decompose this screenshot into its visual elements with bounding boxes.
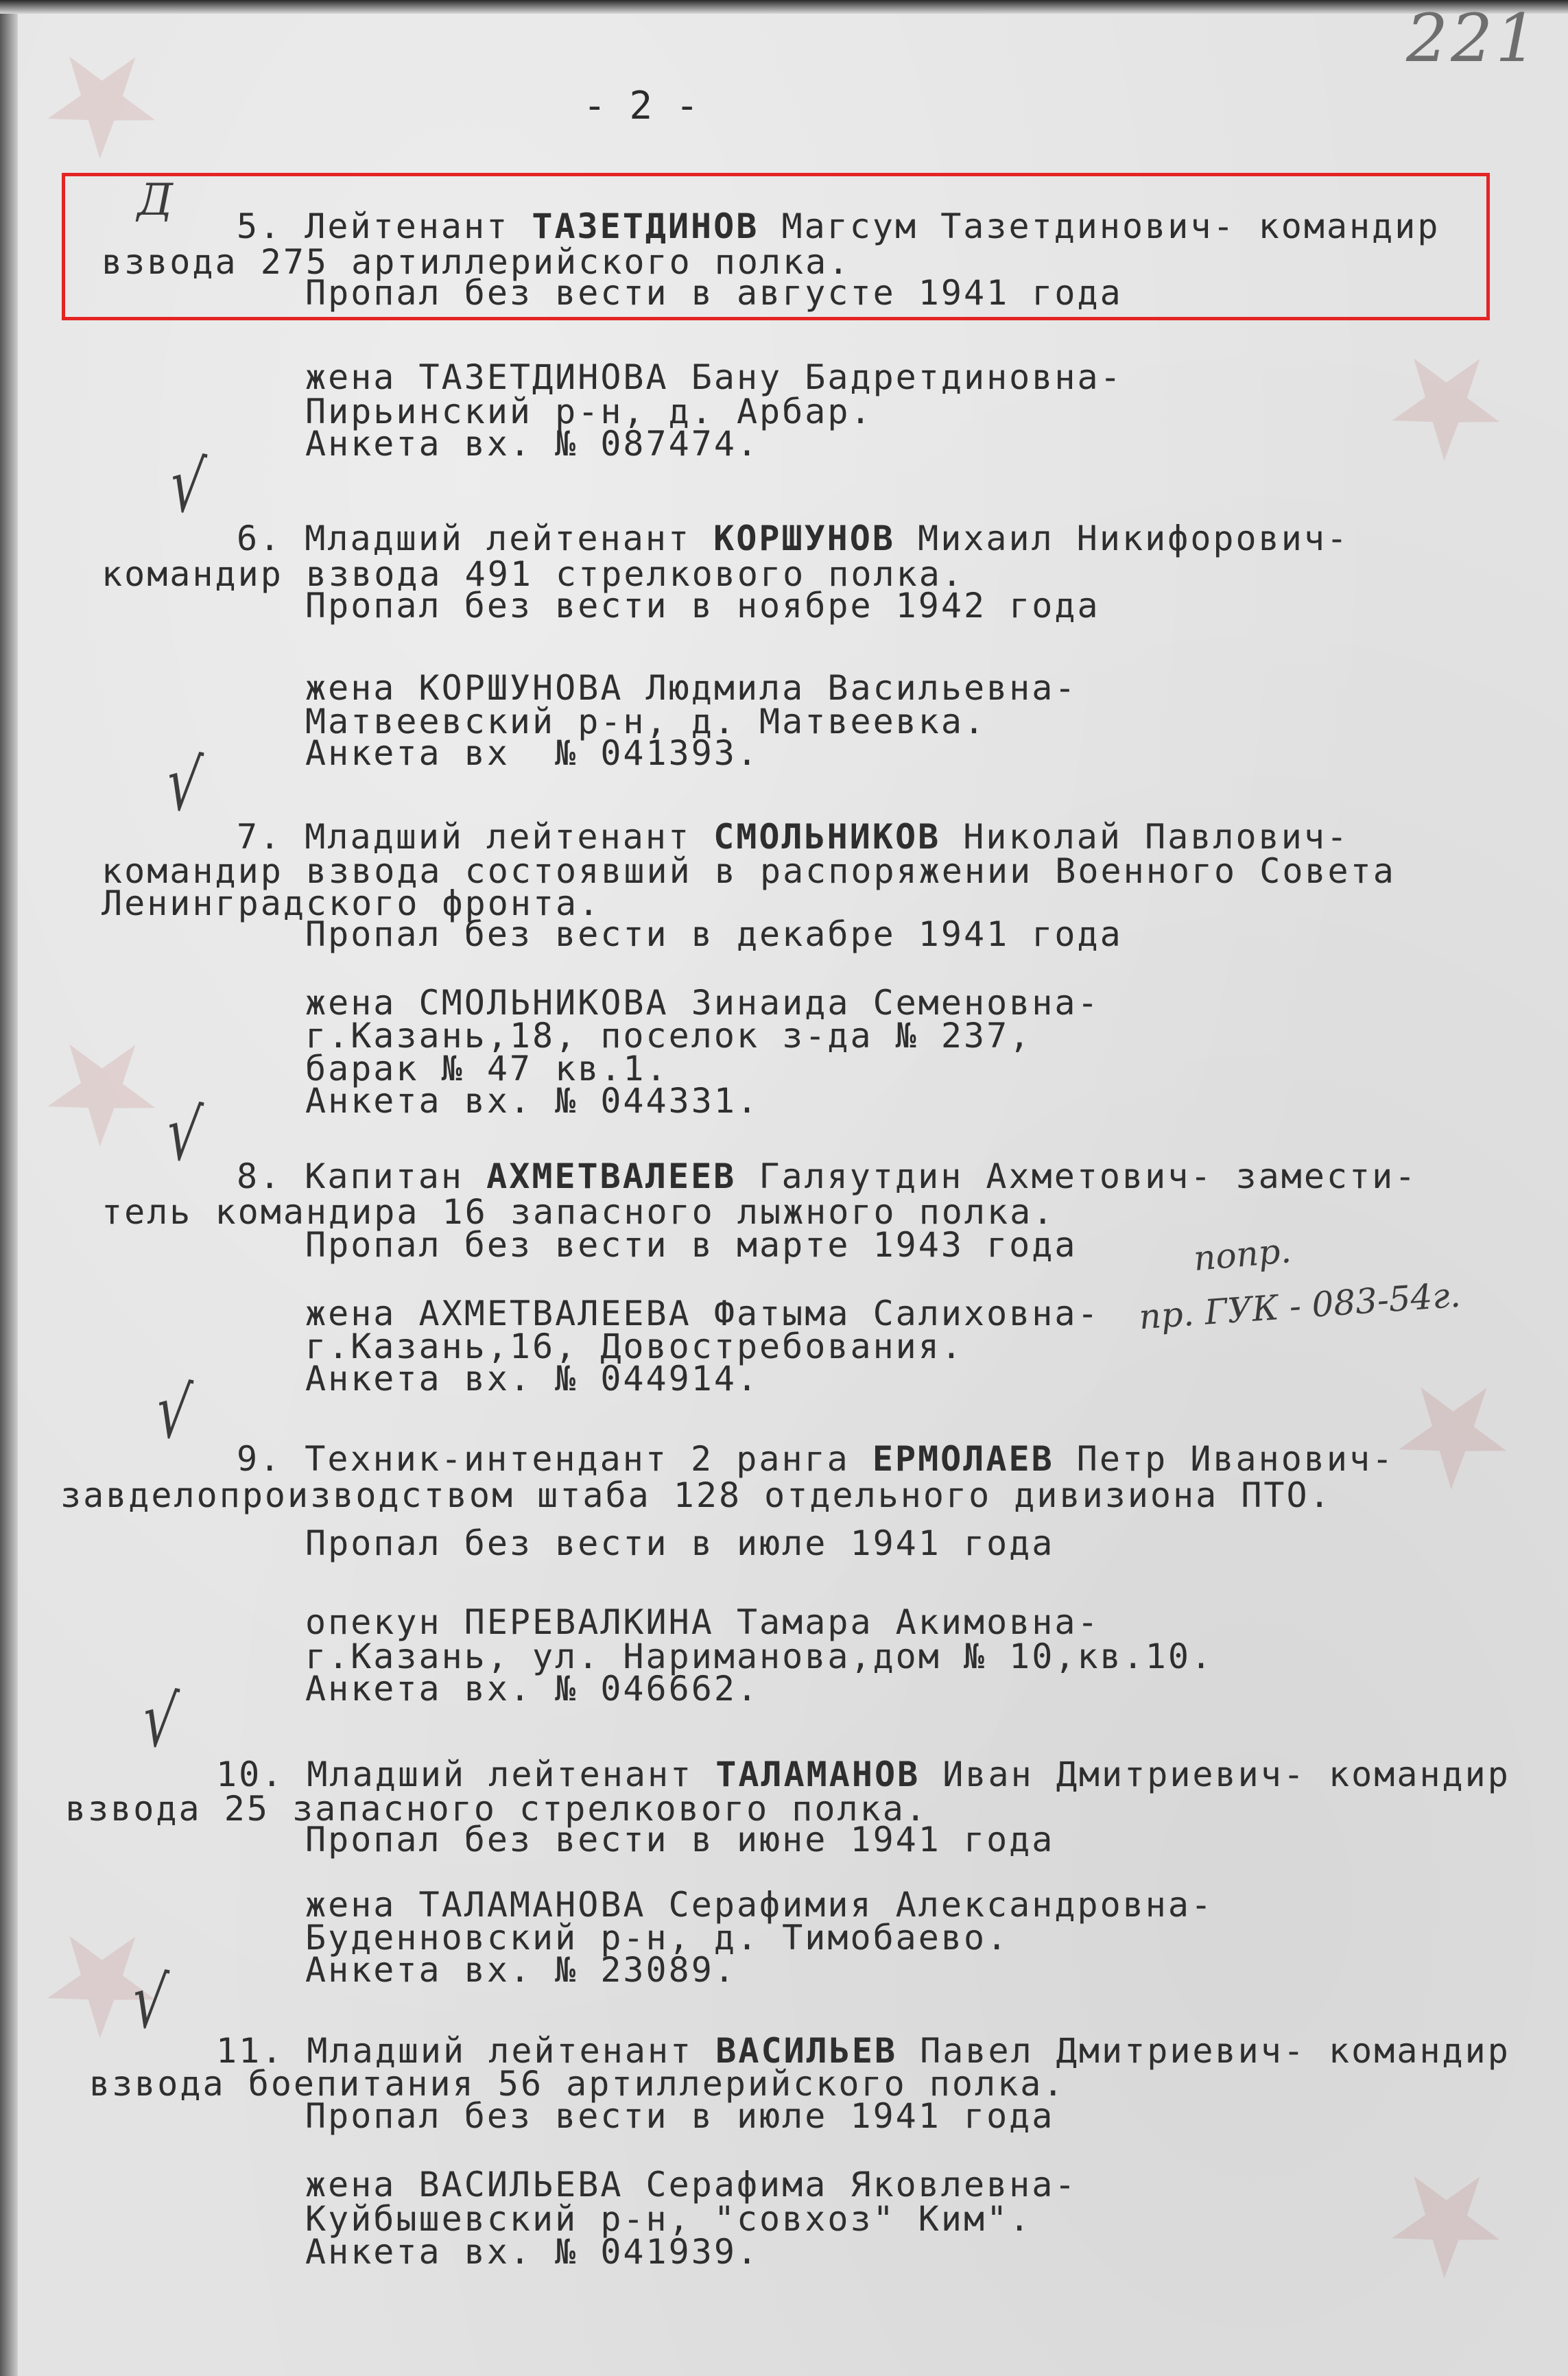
entry-9-relative-2: г.Казань, ул. Нариманова,дом № 10,кв.10. bbox=[305, 1637, 1214, 1676]
entry-10-relative-1: жена ТАЛАМАНОВА Серафимия Александровна- bbox=[305, 1885, 1214, 1925]
entry-11-relative-1: жена ВАСИЛЬЕВА Серафима Яковлевна- bbox=[305, 2165, 1078, 2205]
entry-10-checkmark-icon: √ bbox=[139, 1674, 181, 1768]
entry-10-line-1: 10. Младший лейтенант ТАЛАМАНОВ Иван Дмитриевич- командир bbox=[216, 1755, 1510, 1794]
entry-7-checkmark-icon: √ bbox=[163, 737, 205, 831]
folio-number: 221 bbox=[1406, 0, 1541, 77]
entry-10-line-2: взвода 25 запасного стрелкового полка. bbox=[65, 1789, 928, 1829]
entry-7-relative-1: жена СМОЛЬНИКОВА Зинаида Семеновна- bbox=[305, 983, 1100, 1023]
star-watermark-icon bbox=[19, 19, 181, 181]
star-watermark-icon bbox=[19, 1006, 181, 1169]
entry-6-line-3: Пропал без вести в ноябре 1942 года bbox=[305, 586, 1100, 626]
entry-7-line-4: Пропал без вести в декабре 1941 года bbox=[305, 914, 1123, 954]
entry-7-line-2: командир взвода состоявший в распоряжении Военного Совета bbox=[102, 851, 1396, 891]
entry-9-relative-3: Анкета вх. № 046662. bbox=[305, 1669, 760, 1709]
entry-6-relative-2: Матвеевский р-н, д. Матвеевка. bbox=[305, 702, 987, 741]
entry-7-line-1: 7. Младший лейтенант СМОЛЬНИКОВ Николай Павлович- bbox=[237, 817, 1350, 857]
entry-6-surname: КОРШУНОВ bbox=[713, 519, 895, 558]
entry-9-relative-1: опекун ПЕРЕВАЛКИНА Тамара Акимовна- bbox=[305, 1602, 1100, 1642]
entry-9-checkmark-icon: √ bbox=[152, 1365, 195, 1459]
entry-8-line-3: Пропал без вести в марте 1943 года bbox=[305, 1225, 1078, 1265]
entry-9-line-3: Пропал без вести в июле 1941 года bbox=[305, 1523, 1055, 1563]
entry-6-line-2: командир взвода 491 стрелкового полка. bbox=[102, 554, 964, 594]
entry-11-relative-3: Анкета вх. № 041939. bbox=[305, 2232, 760, 2272]
entry-8-checkmark-icon: √ bbox=[163, 1087, 205, 1181]
entry-5-relative-2: Пирьинский р-н, д. Арбар. bbox=[305, 392, 873, 431]
entry-11-line-1: 11. Младший лейтенант ВАСИЛЬЕВ Павел Дмитриевич- командир bbox=[216, 2031, 1510, 2071]
star-watermark-icon bbox=[1363, 2138, 1525, 2301]
entry-7-line-3: Ленинградского фронта. bbox=[102, 883, 602, 923]
entry-6-relative-3: Анкета вх № 041393. bbox=[305, 733, 760, 773]
entry-5-line-2: взвода 275 артиллерийского полка. bbox=[102, 242, 851, 282]
scan-edge-top bbox=[0, 0, 1568, 14]
entry-9-line-2: завделопроизводством штаба 128 отдельного дивизиона ПТО. bbox=[60, 1475, 1332, 1515]
entry-11-relative-2: Куйбышевский р-н, "совхоз" Ким". bbox=[305, 2199, 1032, 2239]
entry-5-line-3: Пропал без вести в августе 1941 года bbox=[305, 273, 1123, 313]
entry-9-line-1: 9. Техник-интендант 2 ранга ЕРМОЛАЕВ Петр Иванович- bbox=[237, 1439, 1395, 1479]
entry-11-line-2: взвода боепитания 56 артиллерийского полка. bbox=[89, 2064, 1066, 2104]
entry-8-line-1: 8. Капитан АХМЕТВАЛЕЕВ Галяутдин Ахметович- замести- bbox=[237, 1156, 1418, 1196]
entry-8-handwritten-note: пр. ГУК - 083-54г. bbox=[1137, 1274, 1462, 1338]
entry-5-relative-3: Анкета вх. № 087474. bbox=[305, 424, 760, 464]
entry-9-surname: ЕРМОЛАЕВ bbox=[872, 1439, 1054, 1479]
entry-10-relative-3: Анкета вх. № 23089. bbox=[305, 1950, 737, 1990]
entry-7-relative-2: г.Казань,18, поселок з-да № 237, bbox=[305, 1016, 1032, 1056]
entry-6-line-1: 6. Младший лейтенант КОРШУНОВ Михаил Никифорович- bbox=[237, 519, 1350, 558]
entry-8-line-2: тель командира 16 запасного лыжного полка. bbox=[102, 1192, 1056, 1232]
entry-11-line-3: Пропал без вести в июле 1941 года bbox=[305, 2096, 1055, 2136]
star-watermark-icon bbox=[1363, 320, 1525, 483]
entry-10-line-3: Пропал без вести в июне 1941 года bbox=[305, 1820, 1055, 1860]
entry-8-handwritten-note-top: попр. bbox=[1191, 1230, 1293, 1279]
scan-edge-left bbox=[0, 0, 18, 2376]
entry-8-relative-2: г.Казань,16, Довостребования. bbox=[305, 1327, 964, 1366]
entry-7-relative-4: Анкета вх. № 044331. bbox=[305, 1081, 760, 1121]
entry-5-relative-1: жена ТАЗЕТДИНОВА Бану Бадретдиновна- bbox=[305, 357, 1123, 397]
entry-8-relative-3: Анкета вх. № 044914. bbox=[305, 1359, 760, 1399]
entry-5-surname: ТАЗЕТДИНОВ bbox=[532, 206, 759, 246]
entry-8-surname: АХМЕТВАЛЕЕВ bbox=[486, 1156, 737, 1196]
entry-7-surname: СМОЛЬНИКОВ bbox=[713, 817, 941, 857]
entry-7-relative-3: барак № 47 кв.1. bbox=[305, 1049, 669, 1089]
entry-11-checkmark-icon: √ bbox=[128, 1955, 171, 2049]
entry-5-handwritten-mark: Д bbox=[137, 175, 174, 226]
entry-6-checkmark-icon: √ bbox=[166, 439, 209, 533]
page-number: - 2 - bbox=[583, 84, 699, 128]
entry-11-surname: ВАСИЛЬЕВ bbox=[715, 2031, 898, 2071]
star-watermark-icon bbox=[1370, 1349, 1532, 1512]
entry-10-surname: ТАЛАМАНОВ bbox=[715, 1755, 920, 1794]
entry-5-line-1: 5. Лейтенант ТАЗЕТДИНОВ Магсум Тазетдинович- командир bbox=[237, 206, 1440, 246]
entry-6-relative-1: жена КОРШУНОВА Людмила Васильевна- bbox=[305, 668, 1078, 708]
entry-8-relative-1: жена АХМЕТВАЛЕЕВА Фатыма Салиховна- bbox=[305, 1294, 1100, 1333]
entry-10-relative-2: Буденновский р-н, д. Тимобаево. bbox=[305, 1918, 1010, 1958]
